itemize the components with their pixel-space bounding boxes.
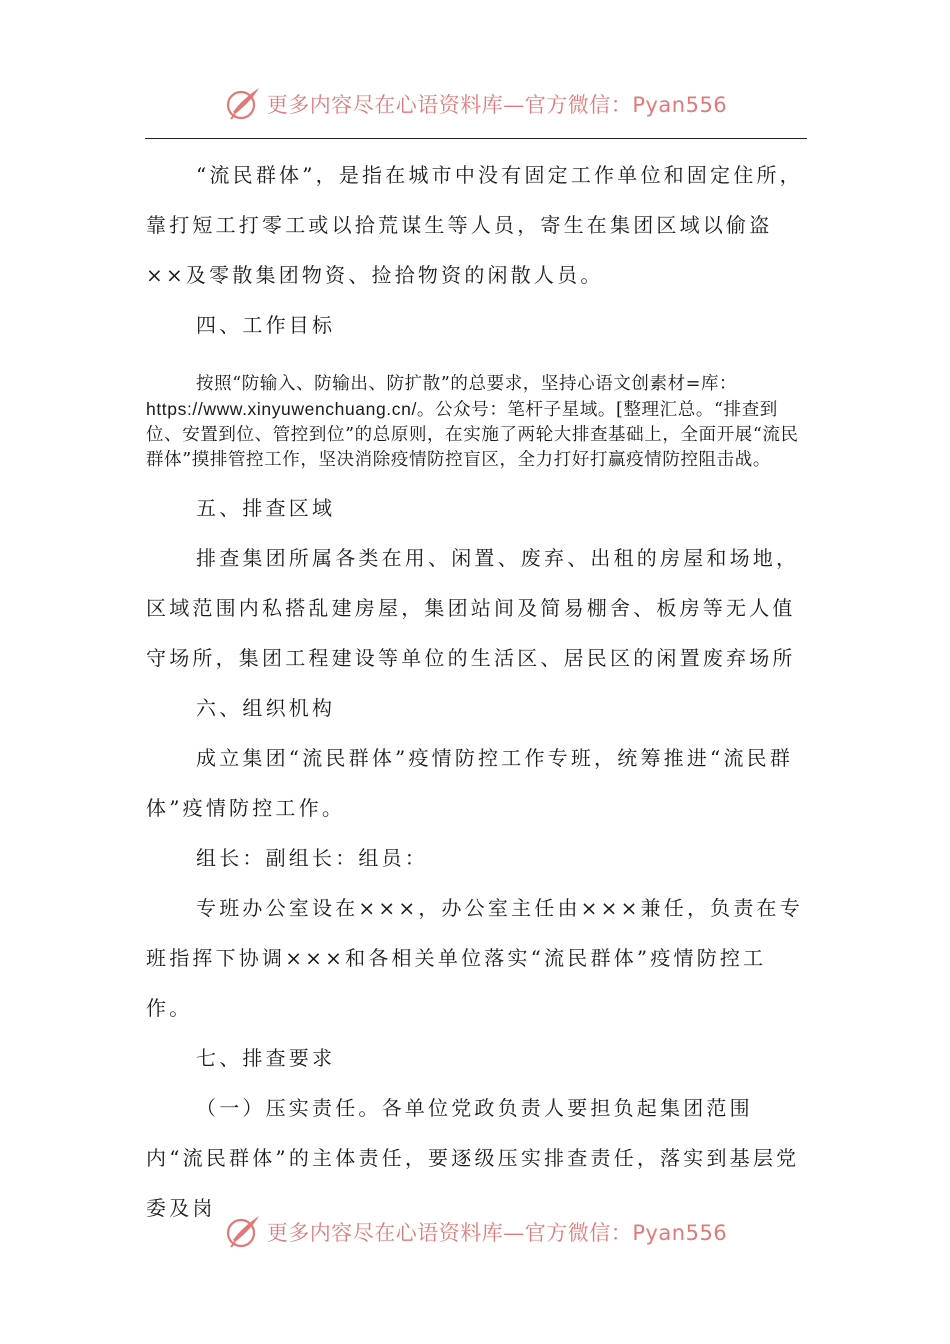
quill-circle-logo-icon — [223, 84, 263, 124]
paragraph-survey-area: 排查集团所属各类在用、闲置、废弃、出租的房屋和场地，区域范围内私搭乱建房屋，集团站间及简易棚舍、板房等无人值守场所，集团工程建设等单位的生活区、居民区的闲置废弃场所 — [146, 546, 800, 670]
header-banner — [0, 80, 950, 128]
footer-wechat-id: Pyan556 — [632, 1221, 728, 1245]
heading-survey-requirements: 七、排查要求 — [196, 1046, 336, 1070]
heading-work-goal: 四、工作目标 — [196, 313, 336, 337]
website-url: https://www.xinyuwenchuang.cn/ — [146, 399, 417, 419]
paragraph-work-goal — [146, 372, 806, 473]
paragraph-work-goal-text-a: 按照“防输入、防输出、防扩散”的总要求，坚持心语文创素材=库： — [196, 374, 738, 394]
header-banner-text: 更多内容尽在心语资料库—官方微信：Pyan556 — [266, 93, 728, 117]
heading-organization: 六、组织机构 — [196, 696, 336, 720]
paragraph-members: 组长：副组长：组员： — [196, 846, 428, 870]
paragraph-office: 专班办公室设在×××，办公室主任由×××兼任，负责在专班指挥下协调×××和各相关单位落实“流民群体”疫情防控工作。 — [146, 896, 803, 1020]
document-body — [146, 150, 806, 1233]
footer-banner — [0, 1208, 950, 1256]
paragraph-definition: “流民群体”，是指在城市中没有固定工作单位和固定住所，靠打短工打零工或以拾荒谋生等人员，寄生在集团区域以偷盗××及零散集团物资、捡拾物资的闲散人员。 — [146, 163, 803, 287]
quill-circle-logo-icon — [223, 1212, 263, 1252]
heading-survey-area: 五、排查区域 — [196, 496, 336, 520]
footer-banner-text: 更多内容尽在心语资料库—官方微信：Pyan556 — [266, 1221, 728, 1245]
paragraph-organization: 成立集团“流民群体”疫情防控工作专班，统筹推进“流民群体”疫情防控工作。 — [146, 746, 794, 820]
paragraph-work-goal-text-b: 。公众号：笔杆子星域。[整理汇总。“排查到位、安置到位、管控到位”的总原则，在实施了两轮大排查基础上，全面开展“流民群体”摸排管控工作，坚决消除疫情防控盲区，全力打好打赢疫情防控阻击战。 — [146, 400, 799, 470]
header-rule — [145, 138, 807, 139]
paragraph-responsibility: （一）压实责任。各单位党政负责人要担负起集团范围内“流民群体”的主体责任，要逐级压实排查责任，落实到基层党委及岗 — [146, 1096, 800, 1220]
header-wechat-id: Pyan556 — [632, 93, 728, 117]
